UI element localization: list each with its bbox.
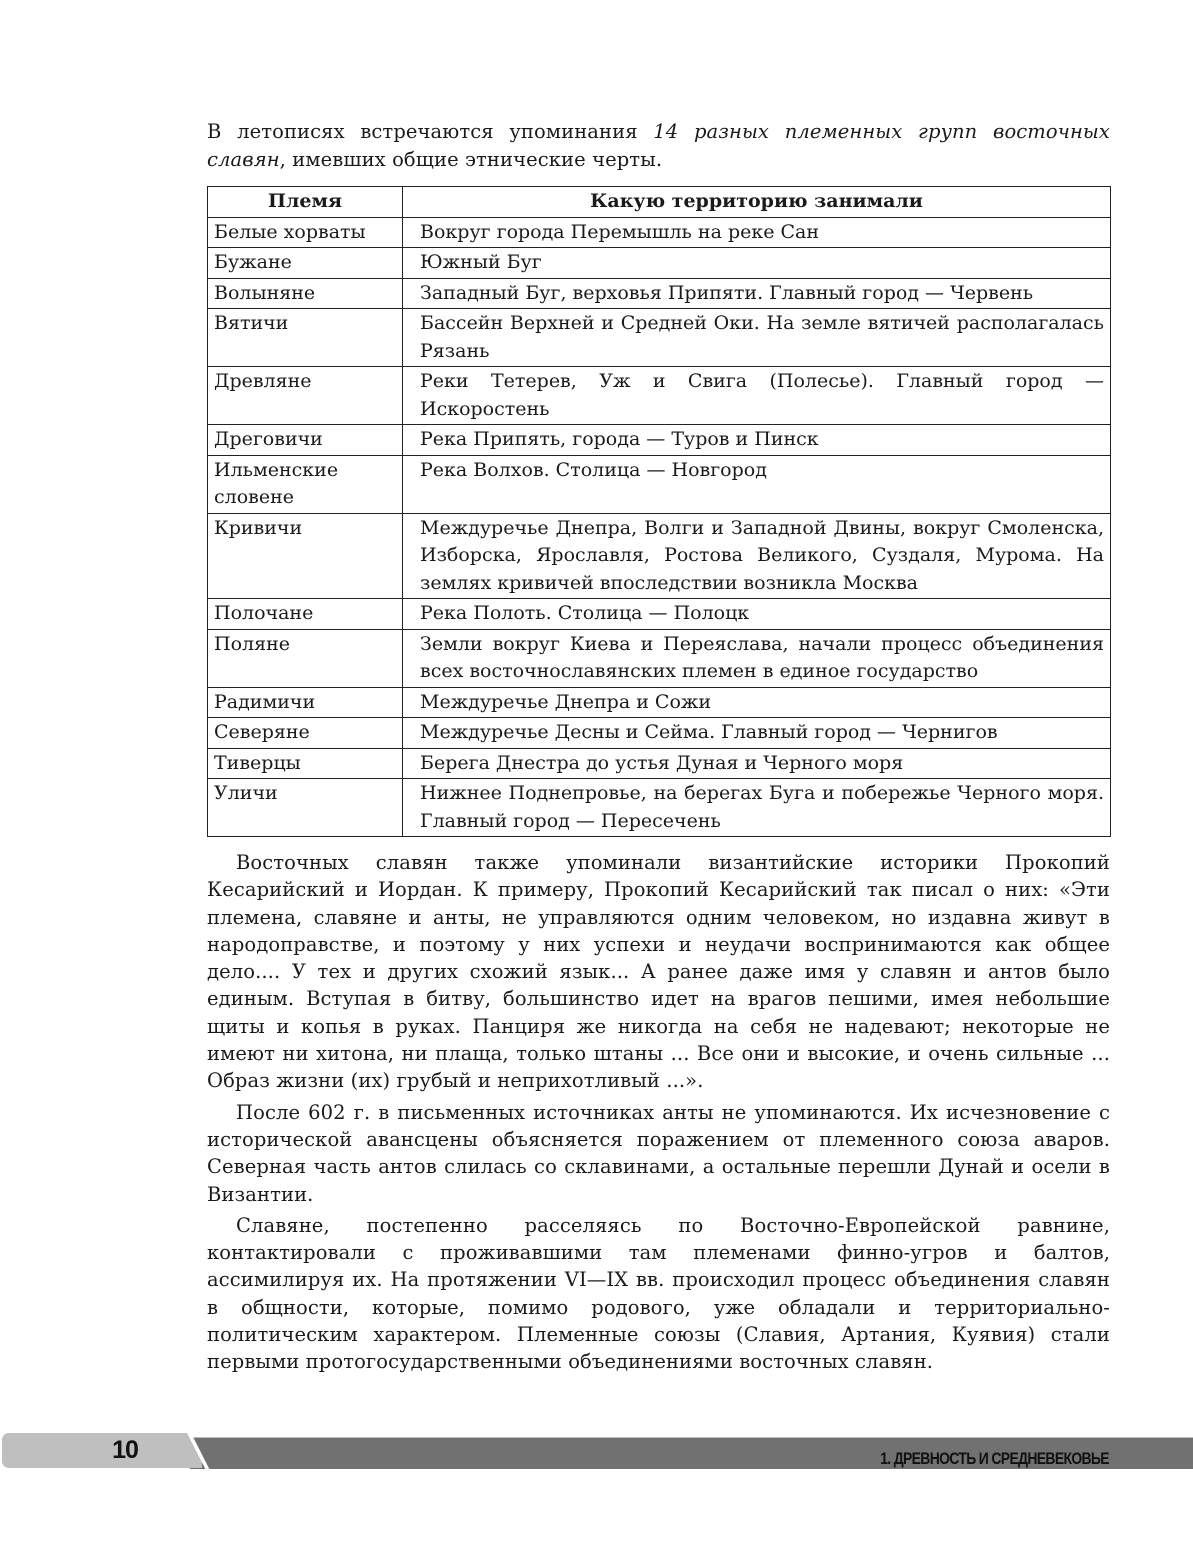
table-row — [208, 748, 1111, 779]
intro-prefix: В летописях встречаются упоминания — [207, 120, 654, 143]
paragraph-byzantine-historians: Восточных славян также упоминали византийские историки Прокопий Кесарийский и Иордан. К примеру, Прокопий Кесарийский так писал о них: «Эти племена, славяне и анты, не управляются одним человеком, но издавна живут в народоправстве, и поэтому у них успехи и неудачи воспринимаются как общее дело.... У тех и других схожий язык... А ранее даже имя у славян и антов было единым. Вступая в битву, большинство идет на врагов пешими, имея небольшие щиты и копья в руках. Панциря же никогда на себя не надевают; некоторые не имеют ни хитона, ни плаща, только штаны ... Все они и высокие, и очень сильные ... Образ жизни (их) грубый и неприхотливый ...». — [207, 851, 1110, 1093]
territory-cell: Земли вокруг Киева и Переяслава, начали процесс объединения всех восточнославянских племен в единое государство — [403, 629, 1111, 687]
territory-cell: Река Полоть. Столица — Полоцк — [403, 599, 1111, 630]
page-content — [207, 118, 1110, 1376]
table-row — [208, 599, 1111, 630]
tribe-cell: Волыняне — [208, 278, 403, 309]
tribe-cell: Северяне — [208, 718, 403, 749]
territory-cell: Реки Тетерев, Уж и Свига (Полесье). Главный город — Искоростень — [403, 367, 1111, 425]
tribes-table — [207, 186, 1111, 837]
territory-cell: Река Волхов. Столица — Новгород — [403, 455, 1111, 513]
tribe-cell: Ильменские словене — [208, 455, 403, 513]
intro-emphasis: 14 разных племенных групп восточных славян — [207, 120, 1110, 171]
territory-cell: Западный Буг, верховья Припяти. Главный город — Червень — [403, 278, 1111, 309]
table-row — [208, 367, 1111, 425]
tribe-cell: Белые хорваты — [208, 217, 403, 248]
table-row — [208, 217, 1111, 248]
paragraph-ants-disappearance: После 602 г. в письменных источниках анты не упоминаются. Их исчезновение с исторической авансцены объясняется поражением от племенного союза аваров. Северная часть антов слилась со склавинами, а остальные перешли Дунай и осели в Византии. — [207, 1100, 1110, 1206]
tribe-cell: Поляне — [208, 629, 403, 687]
table-row — [208, 455, 1111, 513]
table-row — [208, 513, 1111, 599]
territory-cell: Нижнее Поднепровье, на берегах Буга и побережье Черного моря. Главный город — Пересечень — [403, 779, 1111, 837]
intro-suffix: , имевших общие этнические черты. — [279, 148, 663, 171]
header-tribe: Племя — [208, 187, 403, 218]
body-text — [207, 849, 1110, 1376]
table-row — [208, 629, 1111, 687]
chapter-title: 1. ДРЕВНОСТЬ И СРЕДНЕВЕКОВЬЕ — [880, 1449, 1109, 1468]
tribe-cell: Кривичи — [208, 513, 403, 599]
territory-cell: Бассейн Верхней и Средней Оки. На земле вятичей располагалась Рязань — [403, 309, 1111, 367]
tribe-cell: Тиверцы — [208, 748, 403, 779]
territory-cell: Междуречье Днепра, Волги и Западной Двины, вокруг Смоленска, Изборска, Ярославля, Ростова Великого, Суздаля, Мурома. На землях кривичей впоследствии возникла Москва — [403, 513, 1111, 599]
tribe-cell: Полочане — [208, 599, 403, 630]
table-header-row — [208, 187, 1111, 218]
territory-cell: Междуречье Десны и Сейма. Главный город — Чернигов — [403, 718, 1111, 749]
page-number: 10 — [112, 1436, 138, 1464]
table-row — [208, 278, 1111, 309]
territory-cell: Берега Днестра до устья Дуная и Черного моря — [403, 748, 1111, 779]
territory-cell: Вокруг города Перемышль на реке Сан — [403, 217, 1111, 248]
table-row — [208, 248, 1111, 279]
page-footer — [0, 1433, 1193, 1470]
table-row — [208, 718, 1111, 749]
intro-paragraph — [207, 118, 1110, 174]
territory-cell: Река Припять, города — Туров и Пинск — [403, 425, 1111, 456]
tribe-cell: Дреговичи — [208, 425, 403, 456]
chapter-bar — [190, 1437, 1193, 1469]
tribe-cell: Бужане — [208, 248, 403, 279]
territory-cell: Междуречье Днепра и Сожи — [403, 687, 1111, 718]
tribe-cell: Древляне — [208, 367, 403, 425]
tribe-cell: Радимичи — [208, 687, 403, 718]
header-territory: Какую территорию занимали — [403, 187, 1111, 218]
table-row — [208, 309, 1111, 367]
table-row — [208, 425, 1111, 456]
tribe-cell: Вятичи — [208, 309, 403, 367]
tribe-cell: Уличи — [208, 779, 403, 837]
territory-cell: Южный Буг — [403, 248, 1111, 279]
table-row — [208, 779, 1111, 837]
paragraph-slavic-settlement: Славяне, постепенно расселяясь по Восточно-Европейской равнине, контактировали с проживавшими там племенами финно-угров и балтов, ассимилируя их. На протяжении VI—IX вв. происходил процесс объединения славян в общности, которые, помимо родового, уже обладали и территориально-политическим характером. Племенные союзы (Славия, Артания, Куявия) стали первыми протогосударственными объединениями восточных славян. — [207, 1213, 1110, 1374]
table-row — [208, 687, 1111, 718]
